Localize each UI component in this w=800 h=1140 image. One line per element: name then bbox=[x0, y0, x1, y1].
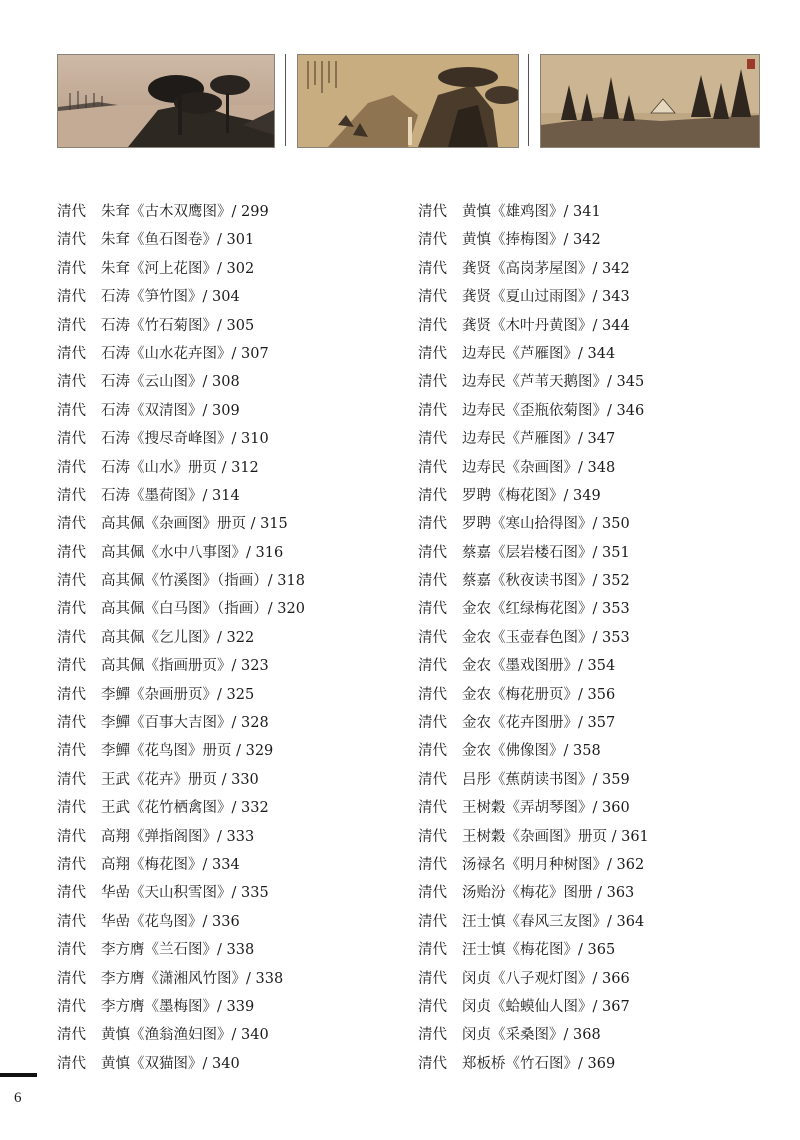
toc-entry bbox=[57, 482, 397, 510]
toc-entry-title: 边寿民《芦苇天鹅图》/ 345 bbox=[462, 374, 645, 391]
toc-entry-title: 高其佩《白马图》（指画）/ 320 bbox=[101, 601, 305, 618]
toc-entry bbox=[57, 425, 397, 453]
toc-entry bbox=[418, 198, 758, 226]
toc-entry-dynasty: 清代 bbox=[418, 317, 447, 334]
toc-entry bbox=[418, 652, 758, 680]
toc-entry bbox=[418, 908, 758, 936]
toc-entry bbox=[57, 1021, 397, 1049]
toc-entry bbox=[57, 454, 397, 482]
toc-entry-dynasty: 清代 bbox=[57, 686, 86, 703]
toc-entry-title: 华嵒《花鸟图》/ 336 bbox=[101, 913, 240, 930]
toc-entry-dynasty: 清代 bbox=[418, 856, 447, 873]
toc-entry bbox=[418, 737, 758, 765]
toc-entry bbox=[57, 595, 397, 623]
toc-entry-title: 汪士慎《春风三友图》/ 364 bbox=[462, 913, 645, 930]
toc-entry bbox=[418, 482, 758, 510]
toc-entry-title: 金农《佛像图》/ 358 bbox=[462, 743, 601, 760]
toc-entry-dynasty: 清代 bbox=[57, 402, 86, 419]
toc-entry bbox=[57, 766, 397, 794]
toc-entry-title: 李方膺《墨梅图》/ 339 bbox=[101, 998, 255, 1015]
toc-entry bbox=[418, 255, 758, 283]
toc-entry-dynasty: 清代 bbox=[418, 260, 447, 277]
toc-entry-dynasty: 清代 bbox=[57, 743, 86, 760]
toc-entry-title: 朱耷《河上花图》/ 302 bbox=[101, 260, 255, 277]
toc-entry-dynasty: 清代 bbox=[418, 232, 447, 249]
toc-entry-dynasty: 清代 bbox=[418, 516, 447, 533]
toc-entry-title: 石涛《搜尽奇峰图》/ 310 bbox=[101, 431, 269, 448]
toc-entry-dynasty: 清代 bbox=[57, 1055, 86, 1072]
toc-entry-title: 龚贤《木叶丹黄图》/ 344 bbox=[462, 317, 630, 334]
toc-entry bbox=[418, 283, 758, 311]
toc-entry-dynasty: 清代 bbox=[418, 374, 447, 391]
toc-entry bbox=[418, 851, 758, 879]
toc-entry-title: 高其佩《水中八事图》/ 316 bbox=[101, 544, 284, 561]
toc-entry-title: 朱耷《鱼石图卷》/ 301 bbox=[101, 232, 255, 249]
toc-entry-title: 金农《梅花册页》/ 356 bbox=[462, 686, 616, 703]
toc-entry-title: 石涛《双清图》/ 309 bbox=[101, 402, 240, 419]
toc-entry bbox=[57, 851, 397, 879]
toc-entry-title: 龚贤《高岗茅屋图》/ 342 bbox=[462, 260, 630, 277]
toc-entry-title: 吕彤《蕉荫读书图》/ 359 bbox=[462, 771, 630, 788]
toc-entry-dynasty: 清代 bbox=[57, 800, 86, 817]
toc-entry bbox=[418, 709, 758, 737]
toc-entry bbox=[57, 681, 397, 709]
toc-entry-dynasty: 清代 bbox=[57, 431, 86, 448]
toc-entry-dynasty: 清代 bbox=[418, 431, 447, 448]
toc-entry-title: 李方膺《潇湘风竹图》/ 338 bbox=[101, 970, 284, 987]
painting-thumbnail-river-landscape bbox=[540, 54, 760, 148]
toc-entry bbox=[57, 283, 397, 311]
toc-entry bbox=[57, 879, 397, 907]
toc-entry bbox=[418, 766, 758, 794]
toc-entry bbox=[57, 1050, 397, 1078]
landscape-painting-image bbox=[58, 55, 274, 147]
toc-entry bbox=[57, 510, 397, 538]
landscape-painting-image bbox=[298, 55, 518, 147]
toc-entry-dynasty: 清代 bbox=[418, 544, 447, 561]
toc-entry bbox=[57, 539, 397, 567]
toc-entry-title: 王武《花竹栖禽图》/ 332 bbox=[101, 800, 269, 817]
toc-entry-title: 黄慎《双猫图》/ 340 bbox=[101, 1055, 240, 1072]
toc-entry-title: 高其佩《杂画图》册页 / 315 bbox=[101, 516, 288, 533]
toc-entry-dynasty: 清代 bbox=[57, 715, 86, 732]
toc-entry bbox=[57, 652, 397, 680]
painting-thumbnail-lakeside-pines bbox=[57, 54, 275, 148]
toc-entry bbox=[418, 397, 758, 425]
toc-entry-title: 边寿民《歪瓶依菊图》/ 346 bbox=[462, 402, 645, 419]
toc-entry bbox=[57, 368, 397, 396]
toc-entry-dynasty: 清代 bbox=[418, 289, 447, 306]
toc-entry-title: 石涛《竹石菊图》/ 305 bbox=[101, 317, 255, 334]
toc-entry-dynasty: 清代 bbox=[418, 402, 447, 419]
thumbnail-divider bbox=[528, 54, 529, 146]
toc-entry bbox=[57, 908, 397, 936]
toc-entry bbox=[418, 681, 758, 709]
toc-entry-dynasty: 清代 bbox=[57, 885, 86, 902]
toc-entry-title: 石涛《笋竹图》/ 304 bbox=[101, 289, 240, 306]
toc-entry-dynasty: 清代 bbox=[418, 686, 447, 703]
toc-entry-dynasty: 清代 bbox=[57, 771, 86, 788]
toc-entry-dynasty: 清代 bbox=[418, 658, 447, 675]
toc-entry-title: 闵贞《采桑图》/ 368 bbox=[462, 1027, 601, 1044]
toc-entry-title: 李鱓《杂画册页》/ 325 bbox=[101, 686, 255, 703]
toc-entry-title: 金农《红绿梅花图》/ 353 bbox=[462, 601, 630, 618]
toc-entry-title: 黄慎《渔翁渔妇图》/ 340 bbox=[101, 1027, 269, 1044]
footer-rule bbox=[0, 1073, 37, 1077]
toc-entry-title: 龚贤《夏山过雨图》/ 343 bbox=[462, 289, 630, 306]
toc-entry-dynasty: 清代 bbox=[57, 573, 86, 590]
toc-entry-title: 闵贞《蛤蟆仙人图》/ 367 bbox=[462, 998, 630, 1015]
toc-entry bbox=[418, 510, 758, 538]
toc-entry-dynasty: 清代 bbox=[57, 459, 86, 476]
toc-entry-title: 李鱓《花鸟图》册页 / 329 bbox=[101, 743, 274, 760]
toc-entry-dynasty: 清代 bbox=[57, 374, 86, 391]
toc-entry-title: 石涛《云山图》/ 308 bbox=[101, 374, 240, 391]
toc-entry-dynasty: 清代 bbox=[418, 573, 447, 590]
toc-entry-dynasty: 清代 bbox=[418, 459, 447, 476]
toc-entry-dynasty: 清代 bbox=[57, 1027, 86, 1044]
toc-entry bbox=[418, 567, 758, 595]
toc-entry-title: 边寿民《芦雁图》/ 344 bbox=[462, 345, 616, 362]
toc-entry-dynasty: 清代 bbox=[57, 942, 86, 959]
toc-entry bbox=[418, 965, 758, 993]
toc-entry-title: 金农《花卉图册》/ 357 bbox=[462, 715, 616, 732]
toc-entry-dynasty: 清代 bbox=[418, 800, 447, 817]
toc-entry-dynasty: 清代 bbox=[418, 998, 447, 1015]
toc-entry-title: 边寿民《杂画图》/ 348 bbox=[462, 459, 616, 476]
toc-entry bbox=[418, 624, 758, 652]
toc-entry-dynasty: 清代 bbox=[57, 913, 86, 930]
toc-entry-title: 蔡嘉《秋夜读书图》/ 352 bbox=[462, 573, 630, 590]
toc-entry-dynasty: 清代 bbox=[57, 856, 86, 873]
toc-entry bbox=[57, 709, 397, 737]
toc-entry-title: 黄慎《捧梅图》/ 342 bbox=[462, 232, 601, 249]
toc-entry-title: 闵贞《八子观灯图》/ 366 bbox=[462, 970, 630, 987]
toc-entry-title: 蔡嘉《层岩楼石图》/ 351 bbox=[462, 544, 630, 561]
toc-entry-dynasty: 清代 bbox=[418, 743, 447, 760]
toc-entry-title: 罗聘《寒山拾得图》/ 350 bbox=[462, 516, 630, 533]
toc-entry-title: 石涛《山水》册页 / 312 bbox=[101, 459, 259, 476]
toc-entry-dynasty: 清代 bbox=[57, 232, 86, 249]
toc-entry bbox=[57, 340, 397, 368]
toc-entry-title: 边寿民《芦雁图》/ 347 bbox=[462, 431, 616, 448]
toc-entry-dynasty: 清代 bbox=[57, 260, 86, 277]
toc-entry bbox=[57, 255, 397, 283]
toc-entry bbox=[57, 823, 397, 851]
thumbnail-divider bbox=[285, 54, 286, 146]
toc-entry-dynasty: 清代 bbox=[418, 771, 447, 788]
toc-entry bbox=[418, 595, 758, 623]
toc-entry bbox=[418, 539, 758, 567]
toc-entry-dynasty: 清代 bbox=[418, 942, 447, 959]
toc-entry bbox=[57, 198, 397, 226]
toc-entry bbox=[418, 823, 758, 851]
toc-entry bbox=[57, 397, 397, 425]
toc-entry-title: 朱耷《古木双鹰图》/ 299 bbox=[101, 204, 269, 220]
toc-entry-dynasty: 清代 bbox=[418, 487, 447, 504]
landscape-painting-image bbox=[541, 55, 759, 147]
toc-entry bbox=[418, 454, 758, 482]
toc-entry bbox=[57, 794, 397, 822]
toc-entry bbox=[57, 226, 397, 254]
toc-entry bbox=[57, 936, 397, 964]
toc-entry bbox=[418, 879, 758, 907]
toc-entry-title: 高翔《梅花图》/ 334 bbox=[101, 856, 240, 873]
toc-entry-dynasty: 清代 bbox=[418, 601, 447, 618]
toc-entry-dynasty: 清代 bbox=[57, 289, 86, 306]
toc-entry bbox=[57, 993, 397, 1021]
toc-entry-title: 高其佩《指画册页》/ 323 bbox=[101, 658, 269, 675]
toc-column-right bbox=[418, 198, 758, 1078]
toc-entry-dynasty: 清代 bbox=[57, 629, 86, 646]
toc-entry bbox=[418, 1021, 758, 1049]
toc-entry-dynasty: 清代 bbox=[57, 544, 86, 561]
toc-entry bbox=[418, 368, 758, 396]
toc-entry-title: 汪士慎《梅花图》/ 365 bbox=[462, 942, 616, 959]
toc-entry-title: 李鱓《百事大吉图》/ 328 bbox=[101, 715, 269, 732]
toc-entry-title: 高其佩《竹溪图》（指画）/ 318 bbox=[101, 573, 305, 590]
toc-entry-dynasty: 清代 bbox=[418, 345, 447, 362]
toc-entry-title: 金农《墨戏图册》/ 354 bbox=[462, 658, 616, 675]
page-number: 6 bbox=[14, 1090, 22, 1106]
toc-entry-dynasty: 清代 bbox=[418, 204, 447, 220]
toc-entry bbox=[418, 794, 758, 822]
toc-entry-title: 高其佩《乞儿图》/ 322 bbox=[101, 629, 255, 646]
toc-entry bbox=[57, 624, 397, 652]
toc-entry-dynasty: 清代 bbox=[57, 998, 86, 1015]
toc-entry-dynasty: 清代 bbox=[57, 345, 86, 362]
toc-entry-title: 王武《花卉》册页 / 330 bbox=[101, 771, 259, 788]
toc-entry-dynasty: 清代 bbox=[57, 828, 86, 845]
toc-entry-title: 罗聘《梅花图》/ 349 bbox=[462, 487, 601, 504]
toc-entry-dynasty: 清代 bbox=[57, 601, 86, 618]
toc-entry bbox=[57, 312, 397, 340]
toc-entry bbox=[57, 737, 397, 765]
toc-entry-title: 金农《玉壶春色图》/ 353 bbox=[462, 629, 630, 646]
toc-entry bbox=[418, 1050, 758, 1078]
toc-entry-dynasty: 清代 bbox=[57, 516, 86, 533]
toc-entry-dynasty: 清代 bbox=[57, 317, 86, 334]
toc-entry-dynasty: 清代 bbox=[57, 487, 86, 504]
toc-entry-dynasty: 清代 bbox=[418, 970, 447, 987]
toc-entry bbox=[57, 965, 397, 993]
toc-entry bbox=[418, 226, 758, 254]
toc-entry bbox=[57, 567, 397, 595]
toc-entry-title: 石涛《墨荷图》/ 314 bbox=[101, 487, 240, 504]
toc-entry-title: 王树穀《杂画图》册页 / 361 bbox=[462, 828, 649, 845]
toc-entry bbox=[418, 425, 758, 453]
toc-entry bbox=[418, 993, 758, 1021]
toc-entry-dynasty: 清代 bbox=[57, 970, 86, 987]
toc-column-left bbox=[57, 198, 397, 1078]
toc-entry-title: 高翔《弹指阁图》/ 333 bbox=[101, 828, 255, 845]
toc-entry-dynasty: 清代 bbox=[418, 828, 447, 845]
toc-entry-dynasty: 清代 bbox=[418, 1027, 447, 1044]
toc-entry-title: 石涛《山水花卉图》/ 307 bbox=[101, 345, 269, 362]
toc-entry-title: 华嵒《天山积雪图》/ 335 bbox=[101, 885, 269, 902]
toc-entry-dynasty: 清代 bbox=[57, 204, 86, 220]
toc-entry-dynasty: 清代 bbox=[418, 1055, 447, 1072]
toc-entry-dynasty: 清代 bbox=[418, 913, 447, 930]
toc-entry-title: 黄慎《雄鸡图》/ 341 bbox=[462, 204, 601, 220]
toc-entry bbox=[418, 312, 758, 340]
toc-entry-title: 汤禄名《明月种树图》/ 362 bbox=[462, 856, 645, 873]
toc-entry-title: 汤贻汾《梅花》图册 / 363 bbox=[462, 885, 635, 902]
toc-entry-dynasty: 清代 bbox=[418, 885, 447, 902]
toc-entry-dynasty: 清代 bbox=[418, 715, 447, 732]
toc-entry-title: 李方膺《兰石图》/ 338 bbox=[101, 942, 255, 959]
toc-entry-dynasty: 清代 bbox=[418, 629, 447, 646]
toc-entry bbox=[418, 936, 758, 964]
toc-entry-title: 王树穀《弄胡琴图》/ 360 bbox=[462, 800, 630, 817]
toc-entry-title: 郑板桥《竹石图》/ 369 bbox=[462, 1055, 616, 1072]
painting-thumbnail-rocks-and-trees bbox=[297, 54, 519, 148]
toc-entry-dynasty: 清代 bbox=[57, 658, 86, 675]
toc-entry bbox=[418, 340, 758, 368]
